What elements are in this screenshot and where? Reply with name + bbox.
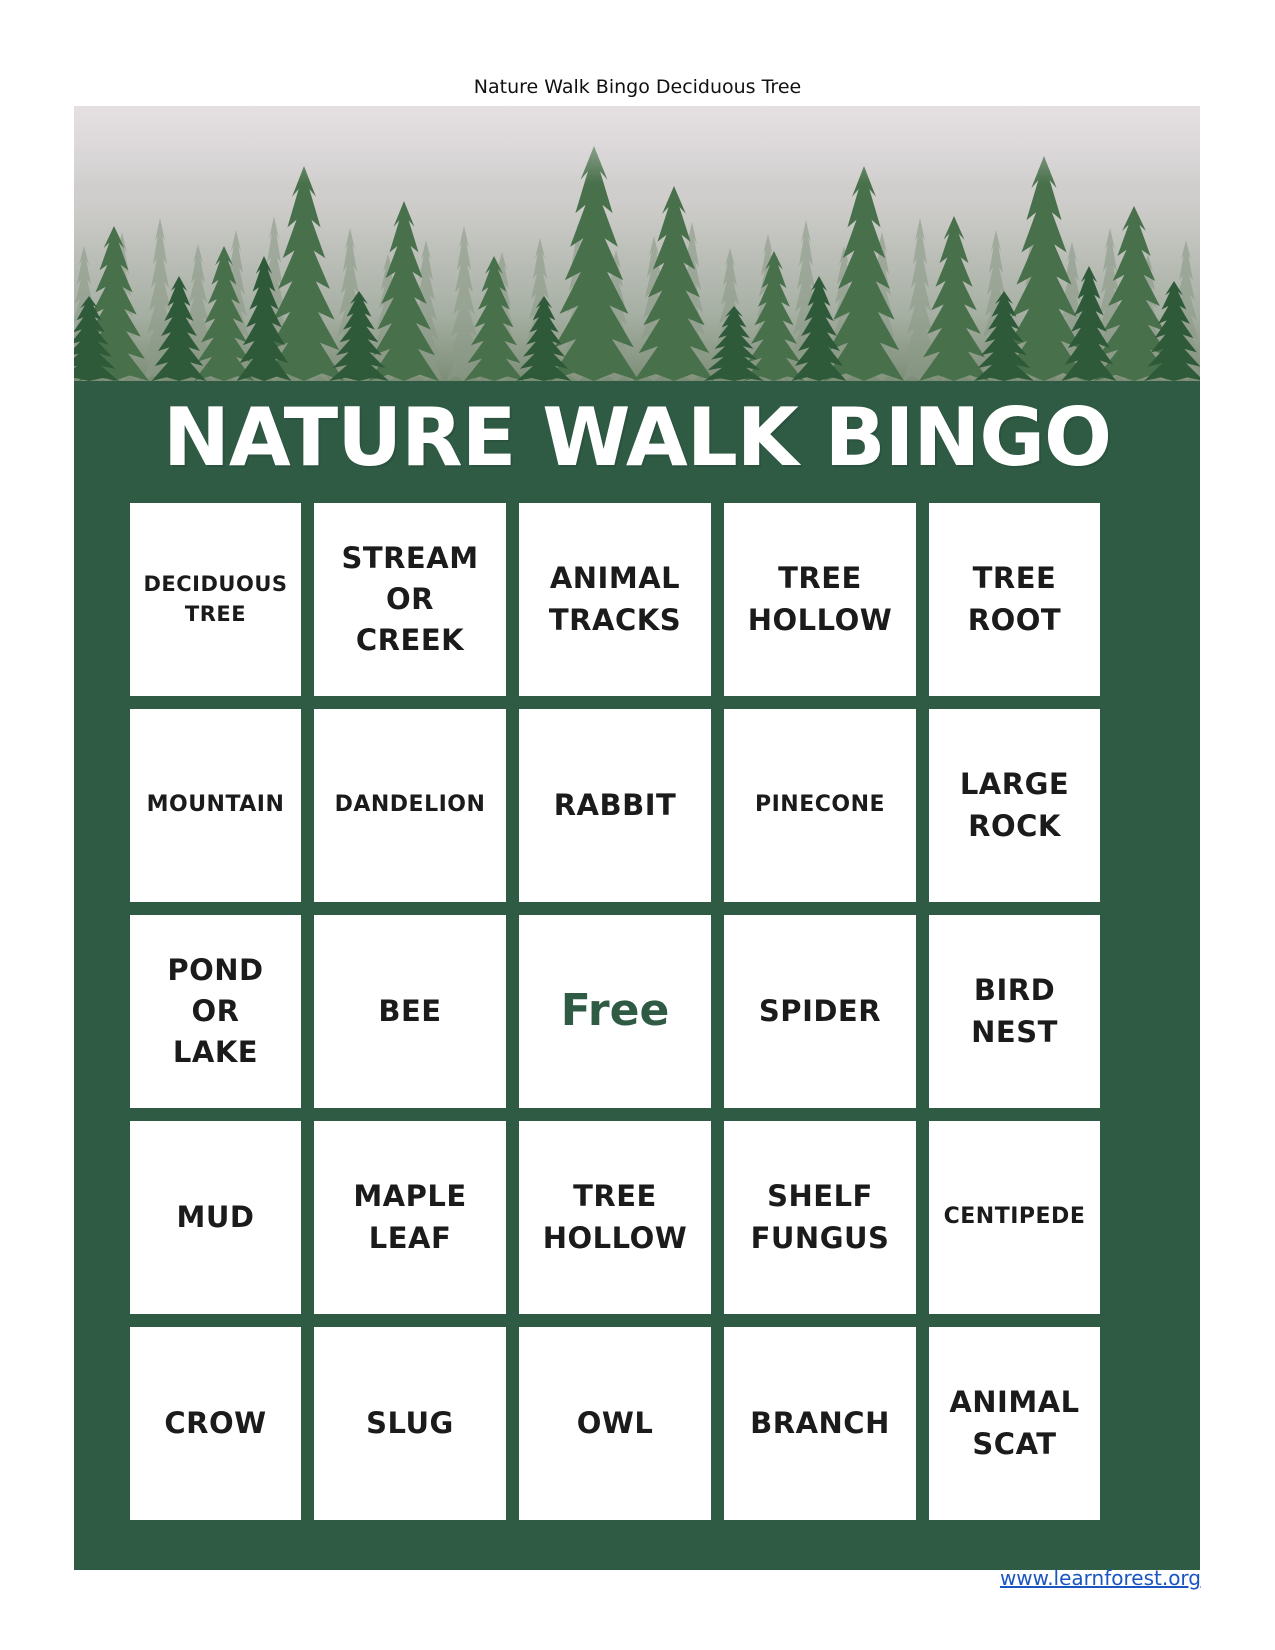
bingo-square-label: DANDELION bbox=[334, 792, 486, 818]
bingo-square-label: OWL bbox=[576, 1405, 654, 1440]
bingo-square-label: CROW bbox=[164, 1405, 267, 1440]
bingo-square[interactable] bbox=[724, 1327, 916, 1520]
bingo-title: NATURE WALK BINGO bbox=[162, 391, 1112, 484]
bingo-square-label: STREAM OR CREEK bbox=[341, 540, 479, 658]
bingo-square-label: TREE HOLLOW bbox=[542, 1179, 688, 1255]
document-header: Nature Walk Bingo Deciduous Tree bbox=[473, 76, 802, 98]
bingo-square[interactable] bbox=[929, 503, 1100, 696]
bingo-square-label: TREE ROOT bbox=[967, 561, 1062, 637]
bingo-square-label: SPIDER bbox=[758, 993, 882, 1028]
bingo-card bbox=[74, 106, 1200, 1570]
bingo-square-label: MUD bbox=[176, 1199, 255, 1234]
bingo-square[interactable] bbox=[314, 1327, 506, 1520]
bingo-grid bbox=[130, 503, 1105, 1483]
bingo-square[interactable] bbox=[724, 1121, 916, 1314]
bingo-square-label: MAPLE LEAF bbox=[353, 1179, 467, 1255]
bingo-square[interactable] bbox=[130, 503, 301, 696]
bingo-square[interactable] bbox=[519, 1327, 711, 1520]
bingo-square-label: MOUNTAIN bbox=[146, 792, 285, 818]
forest-image bbox=[74, 106, 1200, 381]
bingo-square[interactable] bbox=[314, 709, 506, 902]
bingo-square-label: RABBIT bbox=[553, 787, 677, 822]
bingo-square-label: PINECONE bbox=[754, 792, 886, 818]
bingo-square[interactable] bbox=[929, 1121, 1100, 1314]
bingo-square-label: SHELF FUNGUS bbox=[750, 1179, 890, 1255]
bingo-square[interactable] bbox=[519, 709, 711, 902]
bingo-square[interactable] bbox=[314, 1121, 506, 1314]
bingo-square[interactable] bbox=[130, 1121, 301, 1314]
bingo-square[interactable] bbox=[130, 915, 301, 1108]
bingo-square[interactable] bbox=[929, 709, 1100, 902]
bingo-square[interactable] bbox=[519, 1121, 711, 1314]
bingo-square[interactable] bbox=[519, 503, 711, 696]
bingo-square[interactable] bbox=[314, 503, 506, 696]
bingo-square-label: BRANCH bbox=[750, 1405, 890, 1440]
website-link[interactable]: www.learnforest.org bbox=[999, 1566, 1201, 1590]
bingo-square-label: BIRD NEST bbox=[971, 973, 1058, 1049]
bingo-square[interactable] bbox=[929, 1327, 1100, 1520]
bingo-square-label: Free bbox=[560, 985, 670, 1037]
bingo-square-label: ANIMAL SCAT bbox=[949, 1385, 1080, 1461]
bingo-square-label: BEE bbox=[378, 993, 442, 1028]
bingo-square-label: POND OR LAKE bbox=[167, 952, 264, 1070]
bingo-square[interactable] bbox=[724, 503, 916, 696]
bingo-square-label: CENTIPEDE bbox=[943, 1204, 1086, 1230]
bingo-square[interactable] bbox=[130, 709, 301, 902]
bingo-square[interactable] bbox=[929, 915, 1100, 1108]
bingo-square-label: ANIMAL TRACKS bbox=[548, 561, 682, 637]
bingo-square-label: SLUG bbox=[366, 1405, 454, 1440]
bingo-square-label: DECIDUOUS TREE bbox=[143, 571, 288, 626]
bingo-square-label: LARGE ROCK bbox=[959, 767, 1070, 843]
bingo-square[interactable] bbox=[724, 915, 916, 1108]
bingo-square[interactable] bbox=[724, 709, 916, 902]
bingo-square[interactable] bbox=[314, 915, 506, 1108]
bingo-square-label: TREE HOLLOW bbox=[747, 561, 893, 637]
bingo-square[interactable] bbox=[519, 915, 711, 1108]
bingo-square[interactable] bbox=[130, 1327, 301, 1520]
